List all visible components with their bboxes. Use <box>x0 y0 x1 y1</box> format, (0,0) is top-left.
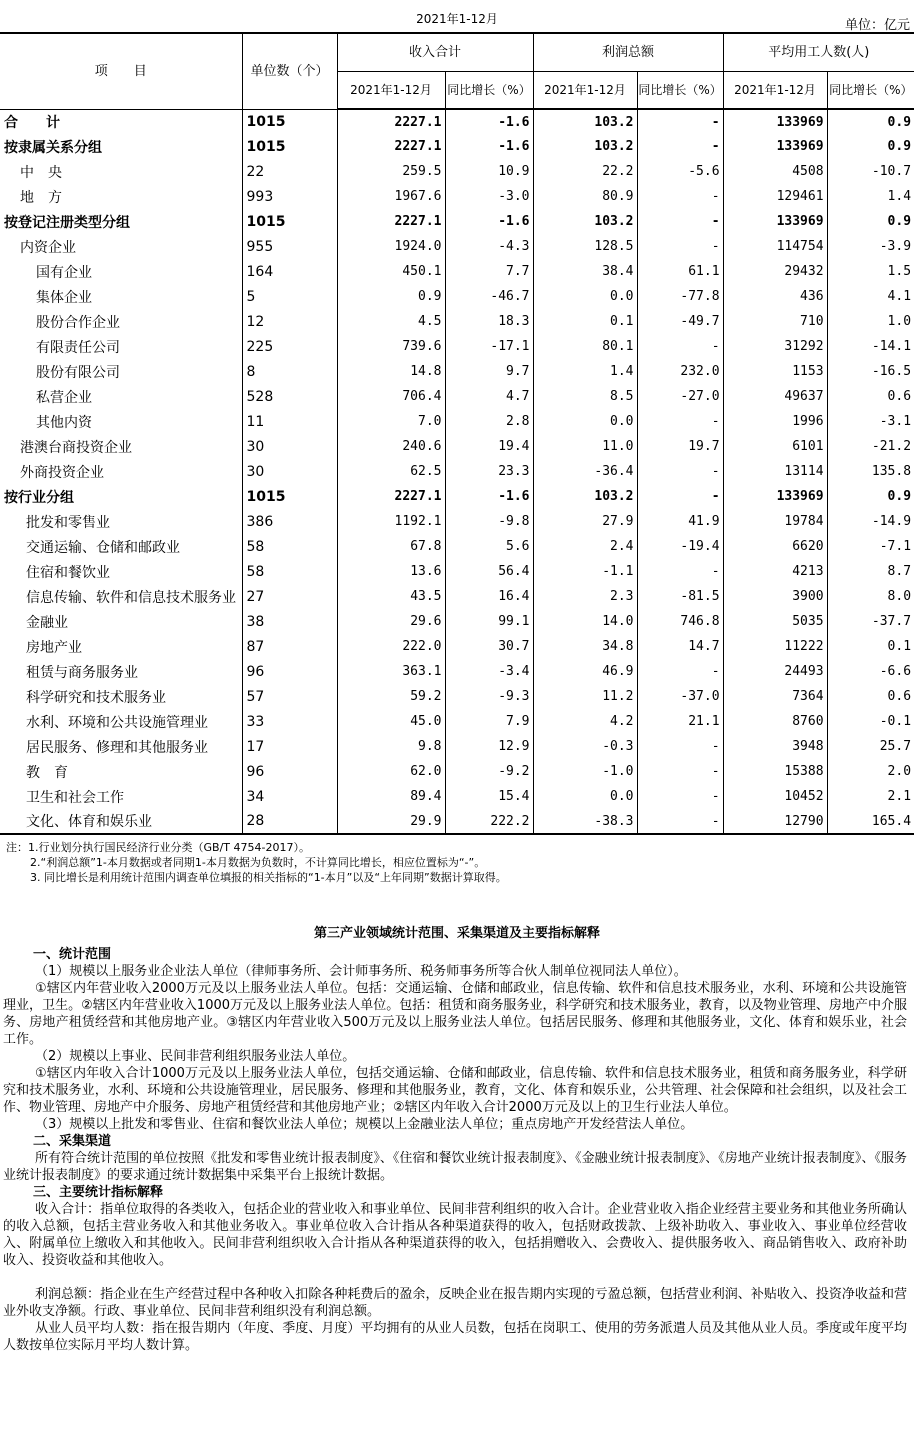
row-label: 信息传输、软件和信息技术服务业 <box>0 584 242 609</box>
table-row <box>0 759 914 784</box>
row-label: 租赁与商务服务业 <box>0 659 242 684</box>
row-label: 私营企业 <box>0 384 242 409</box>
revenue-growth-cell: 99.1 <box>445 609 533 634</box>
profit-growth-cell: - <box>637 409 723 434</box>
row-label: 其他内资 <box>0 409 242 434</box>
footnote: 注：1.行业划分执行国民经济行业分类（GB/T 4754-2017）。 <box>6 841 310 854</box>
employees-growth-cell: -14.1 <box>827 334 914 359</box>
row-label: 房地产业 <box>0 634 242 659</box>
employees-cell: 133969 <box>723 484 827 509</box>
employees-cell: 31292 <box>723 334 827 359</box>
revenue-cell: 363.1 <box>337 659 445 684</box>
table-row <box>0 634 914 659</box>
units-cell: 8 <box>242 359 337 384</box>
revenue-cell: 240.6 <box>337 434 445 459</box>
profit-cell: 14.0 <box>533 609 637 634</box>
table-row <box>0 609 914 634</box>
table-row <box>0 334 914 359</box>
heading-channel: 二、采集渠道 <box>33 1134 112 1149</box>
employees-cell: 19784 <box>723 509 827 534</box>
units-cell: 1015 <box>242 134 337 159</box>
revenue-growth-cell: -1.6 <box>445 209 533 234</box>
explanation-text <box>3 946 907 1354</box>
profit-growth-cell: - <box>637 109 723 134</box>
revenue-growth-cell: 12.9 <box>445 734 533 759</box>
profit-cell: -1.1 <box>533 559 637 584</box>
units-cell: 96 <box>242 759 337 784</box>
table-row <box>0 459 914 484</box>
revenue-growth-cell: 7.7 <box>445 259 533 284</box>
units-cell: 1015 <box>242 484 337 509</box>
revenue-growth-cell: 9.7 <box>445 359 533 384</box>
row-label: 地 方 <box>0 184 242 209</box>
revenue-growth-cell: -9.8 <box>445 509 533 534</box>
revenue-growth-cell: -9.3 <box>445 684 533 709</box>
units-cell: 386 <box>242 509 337 534</box>
employees-cell: 114754 <box>723 234 827 259</box>
units-cell: 1015 <box>242 209 337 234</box>
table-row <box>0 259 914 284</box>
revenue-growth-cell: 19.4 <box>445 434 533 459</box>
revenue-cell: 45.0 <box>337 709 445 734</box>
table-row <box>0 509 914 534</box>
revenue-cell: 59.2 <box>337 684 445 709</box>
units-cell: 993 <box>242 184 337 209</box>
profit-cell: 1.4 <box>533 359 637 384</box>
employees-cell: 133969 <box>723 134 827 159</box>
profit-cell: 0.0 <box>533 784 637 809</box>
units-cell: 22 <box>242 159 337 184</box>
employees-growth-cell: 0.9 <box>827 109 914 134</box>
profit-cell: -36.4 <box>533 459 637 484</box>
profit-cell: 46.9 <box>533 659 637 684</box>
profit-growth-cell: - <box>637 659 723 684</box>
units-cell: 58 <box>242 534 337 559</box>
table-row <box>0 209 914 234</box>
employees-cell: 710 <box>723 309 827 334</box>
employees-cell: 4213 <box>723 559 827 584</box>
revenue-cell: 43.5 <box>337 584 445 609</box>
table-row <box>0 109 914 134</box>
paragraph: （2）规模以上事业、民间非营利组织服务业法人单位。 <box>35 1049 356 1064</box>
table-row <box>0 384 914 409</box>
profit-cell: 103.2 <box>533 209 637 234</box>
profit-growth-cell: - <box>637 184 723 209</box>
paragraph: 利润总额：指企业在生产经营过程中各种收入扣除各种耗费后的盈余，反映企业在报告期内实现的亏盈总额，包括营业利润、补贴收入、投资净收益和营业外收支净额。行政、事业单位、民间非营利组织没有利润总额。 <box>3 1287 907 1319</box>
footnote: 2.“利润总额”1-本月数据或者同期1-本月数据为负数时，不计算同比增长，相应位置标为“-”。 <box>30 856 486 869</box>
profit-growth-cell: 41.9 <box>637 509 723 534</box>
revenue-growth-cell: 30.7 <box>445 634 533 659</box>
table-row <box>0 559 914 584</box>
paragraph: 从业人员平均人数：指在报告期内（年度、季度、月度）平均拥有的从业人员数，包括在岗职工、使用的劳务派遣人员及其他从业人员。季度或年度平均人数按单位实际月平均人数计算。 <box>3 1321 907 1353</box>
revenue-cell: 67.8 <box>337 534 445 559</box>
table-row <box>0 534 914 559</box>
employees-growth-cell: -7.1 <box>827 534 914 559</box>
revenue-growth-cell: 222.2 <box>445 809 533 834</box>
revenue-growth-cell: -17.1 <box>445 334 533 359</box>
profit-cell: 128.5 <box>533 234 637 259</box>
employees-cell: 133969 <box>723 109 827 134</box>
revenue-cell: 1192.1 <box>337 509 445 534</box>
profit-growth-cell: 14.7 <box>637 634 723 659</box>
employees-cell: 7364 <box>723 684 827 709</box>
revenue-growth-cell: 2.8 <box>445 409 533 434</box>
profit-growth-cell: -27.0 <box>637 384 723 409</box>
employees-growth-cell: -3.1 <box>827 409 914 434</box>
units-cell: 30 <box>242 459 337 484</box>
employees-growth-cell: 0.9 <box>827 484 914 509</box>
profit-growth-cell: 746.8 <box>637 609 723 634</box>
employees-growth-cell: 25.7 <box>827 734 914 759</box>
revenue-growth-cell: -9.2 <box>445 759 533 784</box>
revenue-cell: 9.8 <box>337 734 445 759</box>
employees-cell: 24493 <box>723 659 827 684</box>
row-label: 交通运输、仓储和邮政业 <box>0 534 242 559</box>
units-cell: 38 <box>242 609 337 634</box>
row-label: 集体企业 <box>0 284 242 309</box>
revenue-growth-cell: 23.3 <box>445 459 533 484</box>
footnotes <box>6 840 507 885</box>
paragraph: 所有符合统计范围的单位按照《批发和零售业统计报表制度》、《住宿和餐饮业统计报表制度》、《金融业统计报表制度》、《房地产业统计报表制度》、《服务业统计报表制度》的要求通过统计数据集中采集平台上报统计数据。 <box>3 1151 907 1183</box>
units-cell: 27 <box>242 584 337 609</box>
profit-cell: -38.3 <box>533 809 637 834</box>
header-units: 单位数（个） <box>242 33 337 109</box>
table-row <box>0 659 914 684</box>
employees-cell: 3948 <box>723 734 827 759</box>
profit-growth-cell: - <box>637 734 723 759</box>
revenue-growth-cell: 10.9 <box>445 159 533 184</box>
profit-growth-cell: 61.1 <box>637 259 723 284</box>
employees-growth-cell: 2.1 <box>827 784 914 809</box>
profit-growth-cell: - <box>637 484 723 509</box>
profit-growth-cell: -49.7 <box>637 309 723 334</box>
revenue-cell: 1924.0 <box>337 234 445 259</box>
table-row <box>0 484 914 509</box>
units-cell: 96 <box>242 659 337 684</box>
table-row <box>0 434 914 459</box>
revenue-cell: 0.9 <box>337 284 445 309</box>
profit-growth-cell: - <box>637 234 723 259</box>
employees-growth-cell: -37.7 <box>827 609 914 634</box>
statistics-table <box>0 32 914 835</box>
employees-cell: 6101 <box>723 434 827 459</box>
table-row <box>0 284 914 309</box>
table-row <box>0 359 914 384</box>
row-label: 教 育 <box>0 759 242 784</box>
row-label: 合 计 <box>0 109 242 134</box>
employees-growth-cell: 165.4 <box>827 809 914 834</box>
units-cell: 225 <box>242 334 337 359</box>
revenue-cell: 89.4 <box>337 784 445 809</box>
profit-cell: -1.0 <box>533 759 637 784</box>
revenue-cell: 1967.6 <box>337 184 445 209</box>
profit-cell: 27.9 <box>533 509 637 534</box>
profit-cell: 0.0 <box>533 409 637 434</box>
table-body <box>0 109 914 834</box>
revenue-cell: 62.5 <box>337 459 445 484</box>
units-cell: 955 <box>242 234 337 259</box>
units-cell: 34 <box>242 784 337 809</box>
employees-cell: 49637 <box>723 384 827 409</box>
units-cell: 1015 <box>242 109 337 134</box>
unit-label: 单位：亿元 <box>844 18 910 33</box>
revenue-cell: 450.1 <box>337 259 445 284</box>
profit-cell: 8.5 <box>533 384 637 409</box>
profit-cell: 2.3 <box>533 584 637 609</box>
employees-growth-cell: -3.9 <box>827 234 914 259</box>
profit-growth-cell: -81.5 <box>637 584 723 609</box>
table-row <box>0 234 914 259</box>
profit-cell: 38.4 <box>533 259 637 284</box>
revenue-cell: 259.5 <box>337 159 445 184</box>
row-label: 外商投资企业 <box>0 459 242 484</box>
table-row <box>0 584 914 609</box>
row-label: 文化、体育和娱乐业 <box>0 809 242 834</box>
profit-cell: 34.8 <box>533 634 637 659</box>
employees-cell: 8760 <box>723 709 827 734</box>
employees-growth-cell: -6.6 <box>827 659 914 684</box>
row-label: 科学研究和技术服务业 <box>0 684 242 709</box>
employees-growth-cell: 0.6 <box>827 384 914 409</box>
employees-growth-cell: -10.7 <box>827 159 914 184</box>
units-cell: 28 <box>242 809 337 834</box>
header-revenue-period: 2021年1-12月 <box>337 71 445 109</box>
employees-cell: 3900 <box>723 584 827 609</box>
employees-growth-cell: -16.5 <box>827 359 914 384</box>
header-profit-period: 2021年1-12月 <box>533 71 637 109</box>
revenue-growth-cell: -3.4 <box>445 659 533 684</box>
revenue-cell: 2227.1 <box>337 484 445 509</box>
profit-growth-cell: -77.8 <box>637 284 723 309</box>
revenue-growth-cell: 5.6 <box>445 534 533 559</box>
profit-growth-cell: 19.7 <box>637 434 723 459</box>
revenue-growth-cell: -1.6 <box>445 484 533 509</box>
table-row <box>0 734 914 759</box>
revenue-growth-cell: 56.4 <box>445 559 533 584</box>
row-label: 港澳台商投资企业 <box>0 434 242 459</box>
profit-growth-cell: - <box>637 559 723 584</box>
header-employees-period: 2021年1-12月 <box>723 71 827 109</box>
revenue-cell: 2227.1 <box>337 109 445 134</box>
revenue-cell: 29.6 <box>337 609 445 634</box>
employees-growth-cell: 1.5 <box>827 259 914 284</box>
profit-growth-cell: - <box>637 334 723 359</box>
row-label: 住宿和餐饮业 <box>0 559 242 584</box>
table-row <box>0 784 914 809</box>
paragraph: 收入合计：指单位取得的各类收入，包括企业的营业收入和事业单位、民间非营利组织的收入合计。企业营业收入指企业经营主要业务和其他业务所确认的收入总额，包括主营业务收入和其他业务收入。事业单位收入合计指从各种渠道获得的收入，包括财政拨款、上级补助收入、事业收入、事业单位经营收入、附属单位上缴收入和其他收入。民间非营利组织收入合计指从各种渠道获得的收入，包括捐赠收入、会费收入、提供服务收入、商品销售收入、政府补助收入、投资收益和其他收入。 <box>3 1202 907 1268</box>
units-cell: 11 <box>242 409 337 434</box>
profit-cell: -0.3 <box>533 734 637 759</box>
row-label: 内资企业 <box>0 234 242 259</box>
header-employees-growth: 同比增长（%） <box>827 71 914 109</box>
employees-cell: 1153 <box>723 359 827 384</box>
units-cell: 57 <box>242 684 337 709</box>
units-cell: 58 <box>242 559 337 584</box>
table-row <box>0 409 914 434</box>
revenue-cell: 2227.1 <box>337 209 445 234</box>
paragraph: ①辖区内年营业收入2000万元及以上服务业法人单位。包括：交通运输、仓储和邮政业，信息传输、软件和信息技术服务业，水利、环境和公共设施管理业，卫生。②辖区内年营业收入1000万元及以上服务业法人单位。包括：租赁和商务服务业，科学研究和技术服务业，教育，以及物业管理、房地产中介服务、房地产租赁经营和其他房地产业。③辖区内年营业收入500万元及以上服务业法人单位。包括居民服务、修理和其他服务业，文化、体育和娱乐业，社会工作。 <box>3 981 907 1047</box>
table-row <box>0 709 914 734</box>
header-revenue: 收入合计 <box>337 33 533 71</box>
profit-cell: 103.2 <box>533 134 637 159</box>
profit-cell: 11.0 <box>533 434 637 459</box>
units-cell: 164 <box>242 259 337 284</box>
profit-cell: 80.9 <box>533 184 637 209</box>
profit-growth-cell: - <box>637 134 723 159</box>
profit-growth-cell: - <box>637 759 723 784</box>
paragraph: ①辖区内年收入合计1000万元及以上服务业法人单位，包括交通运输、仓储和邮政业，信息传输、软件和信息技术服务业，租赁和商务服务业，科学研究和技术服务业，水利、环境和公共设施管理业，居民服务、修理和其他服务业，教育，文化、体育和娱乐业，公共管理、社会保障和社会组织，以及社会工作、物业管理、房地产中介服务、房地产租赁经营和其他房地产业；②辖区内年收入合计2000万元及以上的卫生行业法人单位。 <box>3 1066 907 1115</box>
revenue-cell: 14.8 <box>337 359 445 384</box>
table-row <box>0 184 914 209</box>
profit-growth-cell: - <box>637 209 723 234</box>
revenue-growth-cell: -1.6 <box>445 134 533 159</box>
row-label: 国有企业 <box>0 259 242 284</box>
revenue-growth-cell: 15.4 <box>445 784 533 809</box>
employees-growth-cell: 8.7 <box>827 559 914 584</box>
row-label: 中 央 <box>0 159 242 184</box>
employees-cell: 13114 <box>723 459 827 484</box>
employees-growth-cell: 8.0 <box>827 584 914 609</box>
profit-cell: 80.1 <box>533 334 637 359</box>
revenue-cell: 4.5 <box>337 309 445 334</box>
footnote: 3. 同比增长是利用统计范围内调查单位填报的相关指标的“1-本月”以及“上年同期”数据计算取得。 <box>30 871 507 884</box>
section-title: 第三产业领域统计范围、采集渠道及主要指标解释 <box>313 926 600 941</box>
revenue-growth-cell: 4.7 <box>445 384 533 409</box>
units-cell: 12 <box>242 309 337 334</box>
revenue-cell: 739.6 <box>337 334 445 359</box>
profit-cell: 103.2 <box>533 109 637 134</box>
employees-growth-cell: 2.0 <box>827 759 914 784</box>
row-label: 卫生和社会工作 <box>0 784 242 809</box>
table-row <box>0 684 914 709</box>
row-label: 按行业分组 <box>0 484 242 509</box>
header-profit-growth: 同比增长（%） <box>637 71 723 109</box>
revenue-cell: 29.9 <box>337 809 445 834</box>
revenue-cell: 2227.1 <box>337 134 445 159</box>
employees-cell: 6620 <box>723 534 827 559</box>
profit-cell: 4.2 <box>533 709 637 734</box>
revenue-cell: 62.0 <box>337 759 445 784</box>
header-employees: 平均用工人数(人) <box>723 33 914 71</box>
employees-growth-cell: 0.6 <box>827 684 914 709</box>
profit-cell: 103.2 <box>533 484 637 509</box>
employees-cell: 4508 <box>723 159 827 184</box>
report-period: 2021年1-12月 <box>416 12 498 26</box>
paragraph: （3）规模以上批发和零售业、住宿和餐饮业法人单位；规模以上金融业法人单位；重点房地产开发经营法人单位。 <box>35 1117 694 1132</box>
header-profit: 利润总额 <box>533 33 723 71</box>
employees-growth-cell: -0.1 <box>827 709 914 734</box>
table-row <box>0 159 914 184</box>
employees-growth-cell: -21.2 <box>827 434 914 459</box>
revenue-growth-cell: -4.3 <box>445 234 533 259</box>
employees-growth-cell: 0.1 <box>827 634 914 659</box>
employees-cell: 29432 <box>723 259 827 284</box>
units-cell: 528 <box>242 384 337 409</box>
revenue-cell: 7.0 <box>337 409 445 434</box>
revenue-growth-cell: -3.0 <box>445 184 533 209</box>
row-label: 居民服务、修理和其他服务业 <box>0 734 242 759</box>
heading-scope: 一、统计范围 <box>33 947 112 962</box>
table-row <box>0 309 914 334</box>
employees-cell: 1996 <box>723 409 827 434</box>
profit-growth-cell: -19.4 <box>637 534 723 559</box>
profit-cell: 0.0 <box>533 284 637 309</box>
row-label: 股份有限公司 <box>0 359 242 384</box>
employees-cell: 5035 <box>723 609 827 634</box>
units-cell: 87 <box>242 634 337 659</box>
profit-growth-cell: - <box>637 459 723 484</box>
profit-cell: 11.2 <box>533 684 637 709</box>
revenue-growth-cell: 18.3 <box>445 309 533 334</box>
units-cell: 33 <box>242 709 337 734</box>
revenue-cell: 222.0 <box>337 634 445 659</box>
units-cell: 17 <box>242 734 337 759</box>
row-label: 金融业 <box>0 609 242 634</box>
employees-growth-cell: 0.9 <box>827 209 914 234</box>
employees-cell: 12790 <box>723 809 827 834</box>
employees-cell: 436 <box>723 284 827 309</box>
row-label: 批发和零售业 <box>0 509 242 534</box>
header-revenue-growth: 同比增长（%） <box>445 71 533 109</box>
employees-growth-cell: 1.4 <box>827 184 914 209</box>
revenue-growth-cell: 16.4 <box>445 584 533 609</box>
employees-cell: 129461 <box>723 184 827 209</box>
employees-growth-cell: -14.9 <box>827 509 914 534</box>
profit-growth-cell: - <box>637 784 723 809</box>
table-row <box>0 134 914 159</box>
profit-growth-cell: -37.0 <box>637 684 723 709</box>
employees-growth-cell: 4.1 <box>827 284 914 309</box>
profit-cell: 22.2 <box>533 159 637 184</box>
units-cell: 30 <box>242 434 337 459</box>
header-item: 项 目 <box>0 33 242 109</box>
profit-cell: 0.1 <box>533 309 637 334</box>
revenue-growth-cell: 7.9 <box>445 709 533 734</box>
employees-cell: 133969 <box>723 209 827 234</box>
revenue-cell: 13.6 <box>337 559 445 584</box>
employees-growth-cell: 0.9 <box>827 134 914 159</box>
revenue-growth-cell: -46.7 <box>445 284 533 309</box>
row-label: 按隶属关系分组 <box>0 134 242 159</box>
employees-growth-cell: 1.0 <box>827 309 914 334</box>
paragraph: （1）规模以上服务业企业法人单位（律师事务所、会计师事务所、税务师事务所等合伙人制单位视同法人单位）。 <box>35 964 687 979</box>
table-row <box>0 809 914 834</box>
profit-growth-cell: 21.1 <box>637 709 723 734</box>
row-label: 按登记注册类型分组 <box>0 209 242 234</box>
employees-cell: 11222 <box>723 634 827 659</box>
profit-growth-cell: - <box>637 809 723 834</box>
revenue-growth-cell: -1.6 <box>445 109 533 134</box>
employees-growth-cell: 135.8 <box>827 459 914 484</box>
employees-cell: 15388 <box>723 759 827 784</box>
profit-growth-cell: 232.0 <box>637 359 723 384</box>
profit-growth-cell: -5.6 <box>637 159 723 184</box>
profit-cell: 2.4 <box>533 534 637 559</box>
units-cell: 5 <box>242 284 337 309</box>
heading-indicators: 三、主要统计指标解释 <box>33 1185 164 1200</box>
employees-cell: 10452 <box>723 784 827 809</box>
row-label: 水利、环境和公共设施管理业 <box>0 709 242 734</box>
row-label: 有限责任公司 <box>0 334 242 359</box>
revenue-cell: 706.4 <box>337 384 445 409</box>
row-label: 股份合作企业 <box>0 309 242 334</box>
